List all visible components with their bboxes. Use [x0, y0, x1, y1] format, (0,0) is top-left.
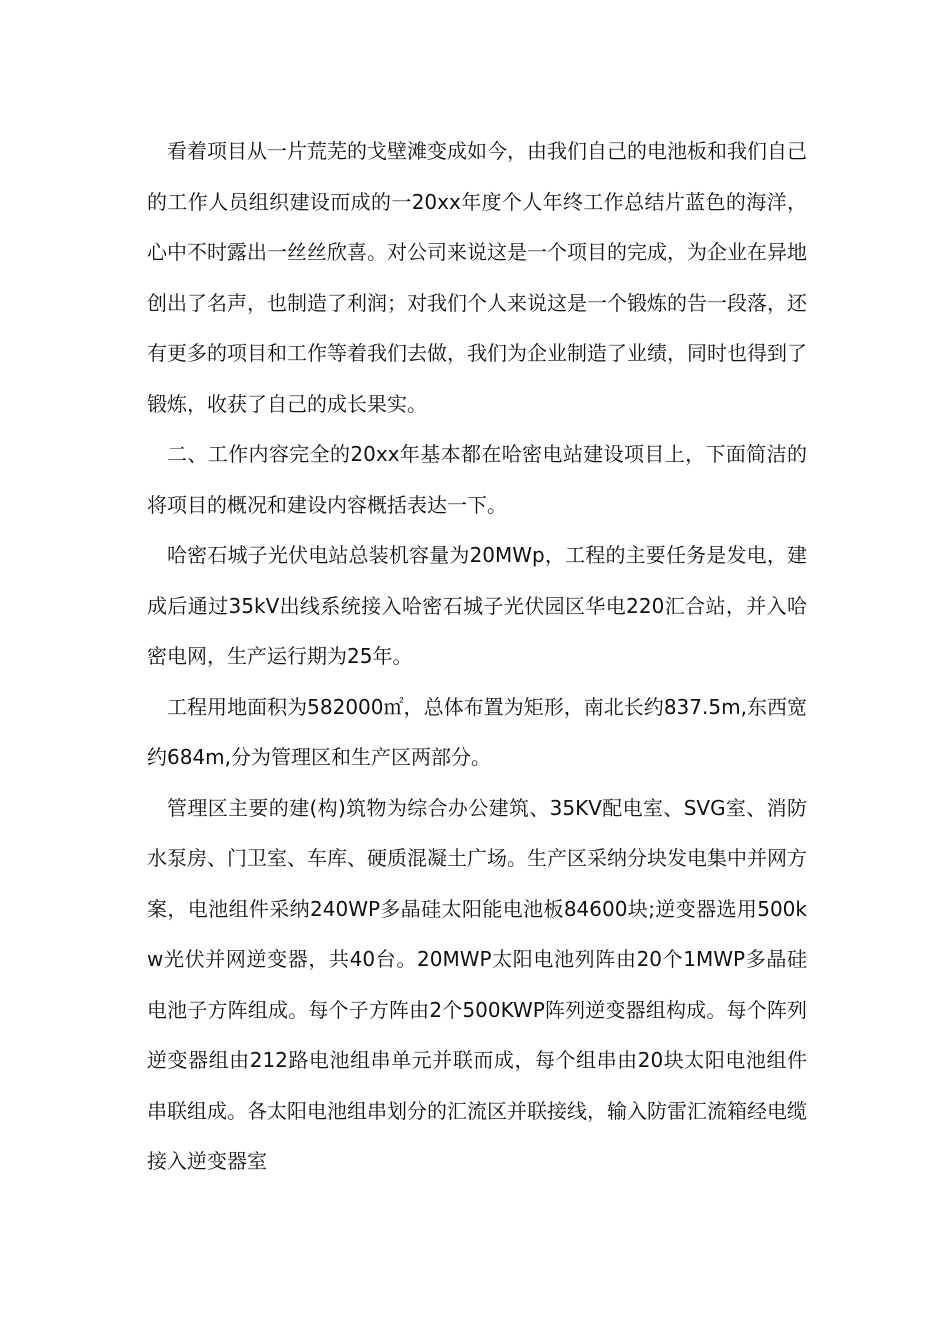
paragraph-project-reflection: 看着项目从一片荒芜的戈壁滩变成如今，由我们自己的电池板和我们自己的工作人员组织建设而成的一20xx年度个人年终工作总结片蓝色的海洋，心中不时露出一丝丝欣喜。对公司来说这是一个项目的完成，为企业在异地创出了名声，也制造了利润；对我们个人来说这是一个锻炼的告一段落，还有更多的项目和工作等着我们去做，我们为企业制造了业绩，同时也得到了锻炼，收获了自己的成长果实。	[147, 139, 807, 416]
paragraph-management-area: 管理区主要的建(构)筑物为综合办公建筑、35KV配电室、SVG室、消防水泵房、门卫室、车库、硬质混凝土广场。生产区采纳分块发电集中并网方案，电池组件采纳240WP多晶硅太阳能电池板84600块;逆变器选用500kw光伏并网逆变器，共40台。20MWP太阳电池列阵由20个1MWP多晶硅电池子方阵组成。每个子方阵由2个500KWP阵列逆变器组构成。每个阵列逆变器组由212路电池组串单元并联而成，每个组串由20块太阳电池组件串联组成。各太阳电池组串划分的汇流区并联接线，输入防雷汇流箱经电缆接入逆变器室	[147, 795, 807, 1173]
paragraph-station-capacity: 哈密石城子光伏电站总装机容量为20MWp，工程的主要任务是发电，建成后通过35kV出线系统接入哈密石城子光伏园区华电220汇合站，并入哈密电网，生产运行期为25年。	[147, 543, 807, 668]
paragraph-land-area: 工程用地面积为582000㎡，总体布置为矩形，南北长约837.5m,东西宽约684m,分为管理区和生产区两部分。	[147, 694, 807, 769]
paragraph-work-content: 二、工作内容完全的20xx年基本都在哈密电站建设项目上，下面简洁的将项目的概况和建设内容概括表达一下。	[147, 442, 807, 517]
document-body	[147, 126, 807, 1187]
